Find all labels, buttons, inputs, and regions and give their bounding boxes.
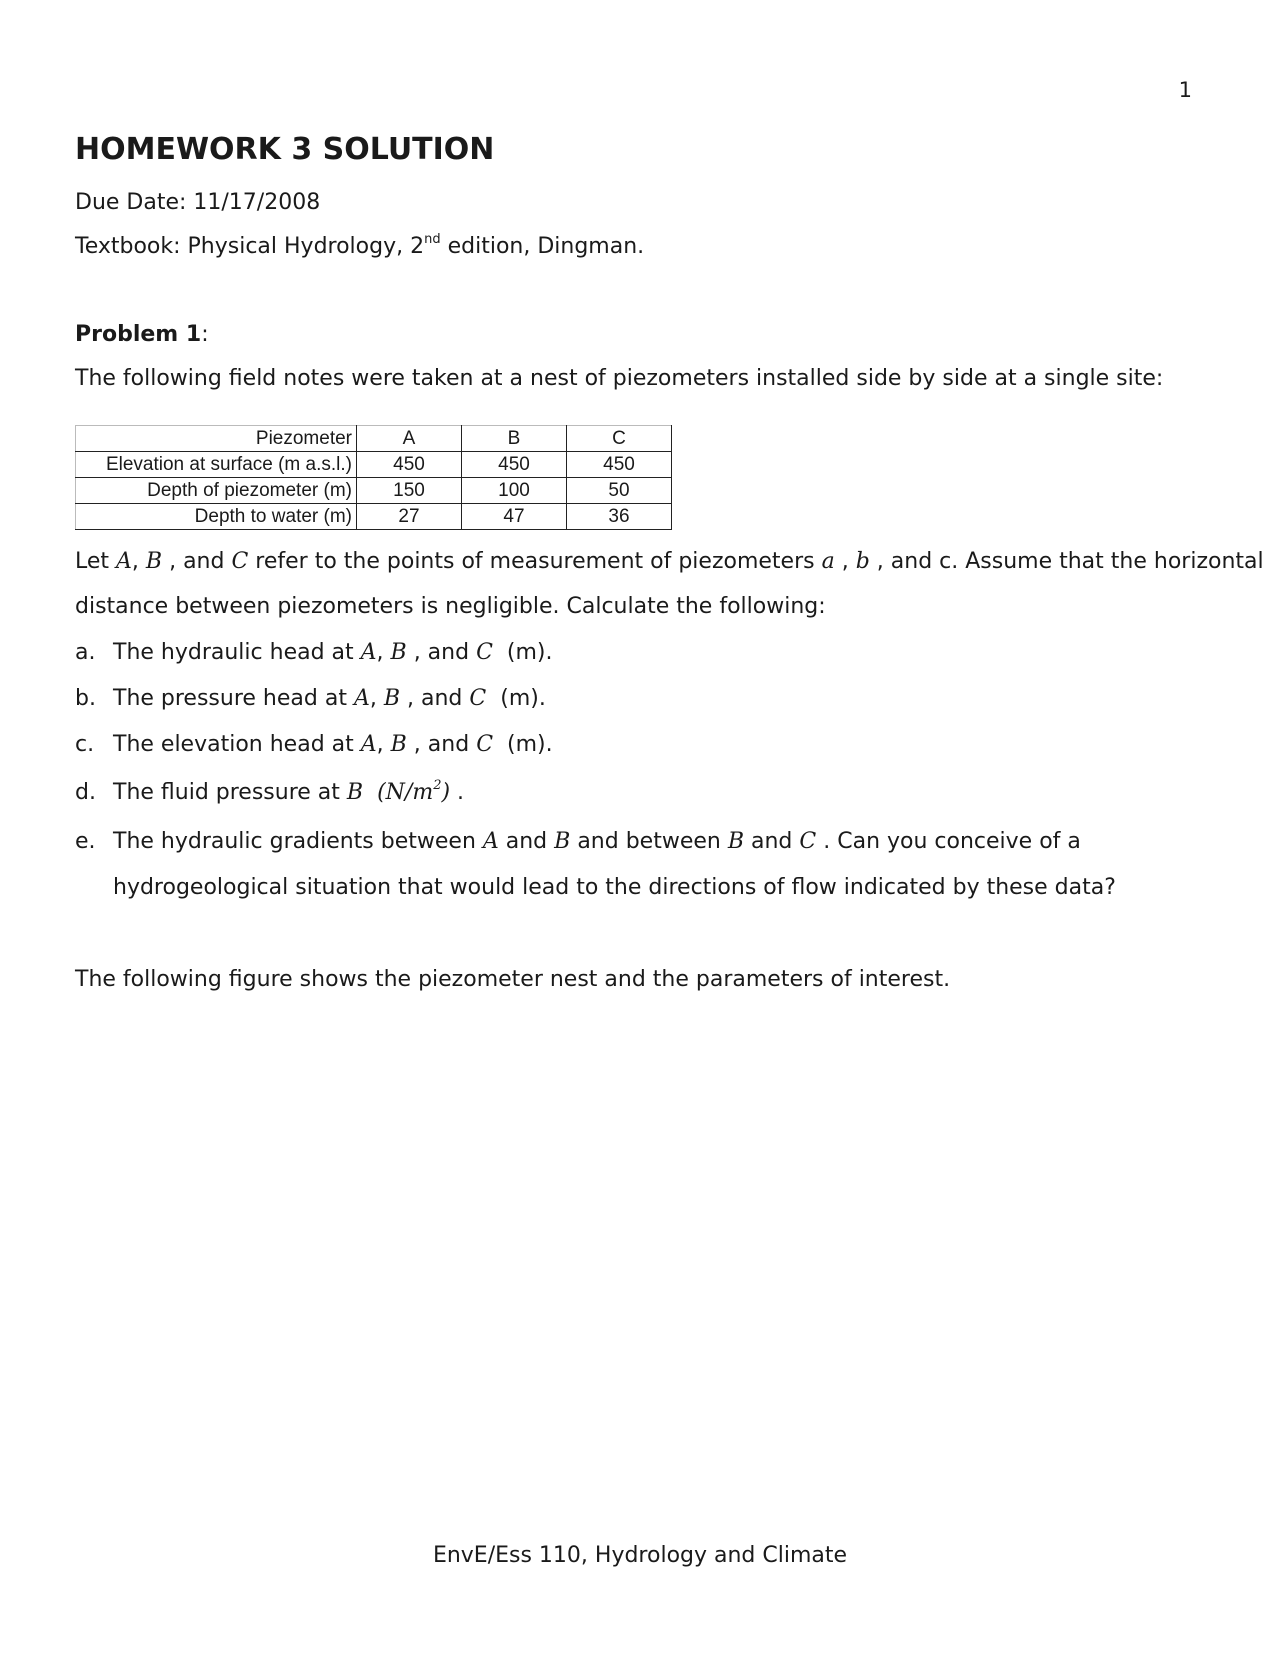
text-fragment: and <box>744 829 800 854</box>
table-cell: 47 <box>462 504 567 530</box>
list-item-label: a. <box>75 640 96 665</box>
list-item-label: d. <box>75 780 96 805</box>
var-b: b <box>855 549 870 574</box>
var-A: A <box>353 686 370 711</box>
table-cell: 450 <box>357 452 462 478</box>
text-fragment: , and <box>400 686 470 711</box>
unit-text: (m). <box>506 640 553 665</box>
text-fragment: The fluid pressure at <box>113 780 347 805</box>
list-item-e <box>75 829 1081 854</box>
table-cell: 36 <box>567 504 672 530</box>
page-footer: EnvE/Ess 110, Hydrology and Climate <box>432 1543 848 1568</box>
unit-exponent: 2 <box>433 778 442 793</box>
text-fragment: . <box>450 780 465 805</box>
table-row <box>76 452 672 478</box>
text-fragment: Let <box>75 549 117 574</box>
table-cell: 50 <box>567 478 672 504</box>
list-item-d <box>75 780 464 805</box>
var-A: A <box>482 829 499 854</box>
table-header-row <box>76 426 672 452</box>
text-fragment: The hydraulic head at <box>113 640 361 665</box>
problem-intro: The following field notes were taken at a nest of piezometers installed side by side at a single site: <box>75 366 1164 391</box>
var-a: a <box>821 549 835 574</box>
list-item-a <box>75 640 553 665</box>
table-row <box>76 504 672 530</box>
table-cell: Depth of piezometer (m) <box>76 478 357 504</box>
text-fragment: and between <box>570 829 728 854</box>
list-item-e-continuation: hydrogeological situation that would lead to the directions of flow indicated by these data? <box>113 875 1116 900</box>
text-fragment: The pressure head at <box>113 686 354 711</box>
list-item-b <box>75 686 546 711</box>
var-B: B <box>346 780 364 805</box>
table-cell: 100 <box>462 478 567 504</box>
list-item-label: b. <box>75 686 96 711</box>
table-cell: 150 <box>357 478 462 504</box>
var-C: C <box>231 549 249 574</box>
text-fragment: and <box>498 829 555 854</box>
list-item-label: e. <box>75 829 96 854</box>
text-fragment: , <box>834 549 856 574</box>
problem-heading <box>75 322 209 347</box>
text-fragment: , and <box>406 640 477 665</box>
unit-text: (m). <box>500 686 546 711</box>
page-title: HOMEWORK 3 SOLUTION <box>75 132 495 167</box>
page-number: 1 <box>1178 78 1192 102</box>
textbook-line <box>75 234 644 259</box>
table-cell: Depth to water (m) <box>76 504 357 530</box>
var-B: B <box>554 829 571 854</box>
text-fragment: . Can you conceive of a <box>816 829 1081 854</box>
text-fragment: , and c. Assume that the horizontal <box>869 549 1264 574</box>
var-A: A <box>116 549 132 574</box>
text-fragment: refer to the points of measurement of piezometers <box>248 549 822 574</box>
table-cell: B <box>462 426 567 452</box>
distance-statement: distance between piezometers is negligible. Calculate the following: <box>75 594 826 619</box>
figure-intro: The following figure shows the piezometer nest and the parameters of interest. <box>75 967 951 992</box>
text-fragment: , <box>369 686 384 711</box>
list-item-c <box>75 732 553 757</box>
problem-heading-label: Problem 1 <box>75 322 202 347</box>
var-B: B <box>727 829 745 854</box>
var-C: C <box>476 640 493 665</box>
table-cell: 450 <box>567 452 672 478</box>
let-statement <box>75 549 1264 574</box>
text-fragment: , and <box>162 549 232 574</box>
text-fragment: , <box>376 732 391 757</box>
text-fragment: The elevation head at <box>113 732 361 757</box>
table-cell: Piezometer <box>76 426 357 452</box>
text-fragment: , <box>376 640 391 665</box>
var-A: A <box>360 640 377 665</box>
textbook-suffix: edition, Dingman. <box>440 234 645 259</box>
var-B: B <box>390 732 407 757</box>
text-fragment: , <box>131 549 146 574</box>
var-A: A <box>360 732 377 757</box>
table-cell: 27 <box>357 504 462 530</box>
var-B: B <box>383 686 401 711</box>
var-C: C <box>799 829 817 854</box>
var-B: B <box>390 640 407 665</box>
var-C: C <box>476 732 494 757</box>
table-cell: A <box>357 426 462 452</box>
text-fragment: , and <box>406 732 477 757</box>
table-cell: C <box>567 426 672 452</box>
text-fragment: The hydraulic gradients between <box>113 829 483 854</box>
unit-text: ) <box>441 780 451 805</box>
unit-text: (N/m <box>377 780 434 805</box>
list-item-label: c. <box>75 732 95 757</box>
var-B: B <box>145 549 163 574</box>
table-cell: 450 <box>462 452 567 478</box>
table-row <box>76 478 672 504</box>
field-notes-table <box>75 425 672 530</box>
problem-heading-colon: : <box>201 322 209 347</box>
var-C: C <box>469 686 487 711</box>
due-date: Due Date: 11/17/2008 <box>75 190 321 215</box>
unit-text: (m). <box>507 732 553 757</box>
table-cell: Elevation at surface (m a.s.l.) <box>76 452 357 478</box>
textbook-superscript: nd <box>424 232 441 247</box>
textbook-prefix: Textbook: Physical Hydrology, 2 <box>75 234 425 259</box>
